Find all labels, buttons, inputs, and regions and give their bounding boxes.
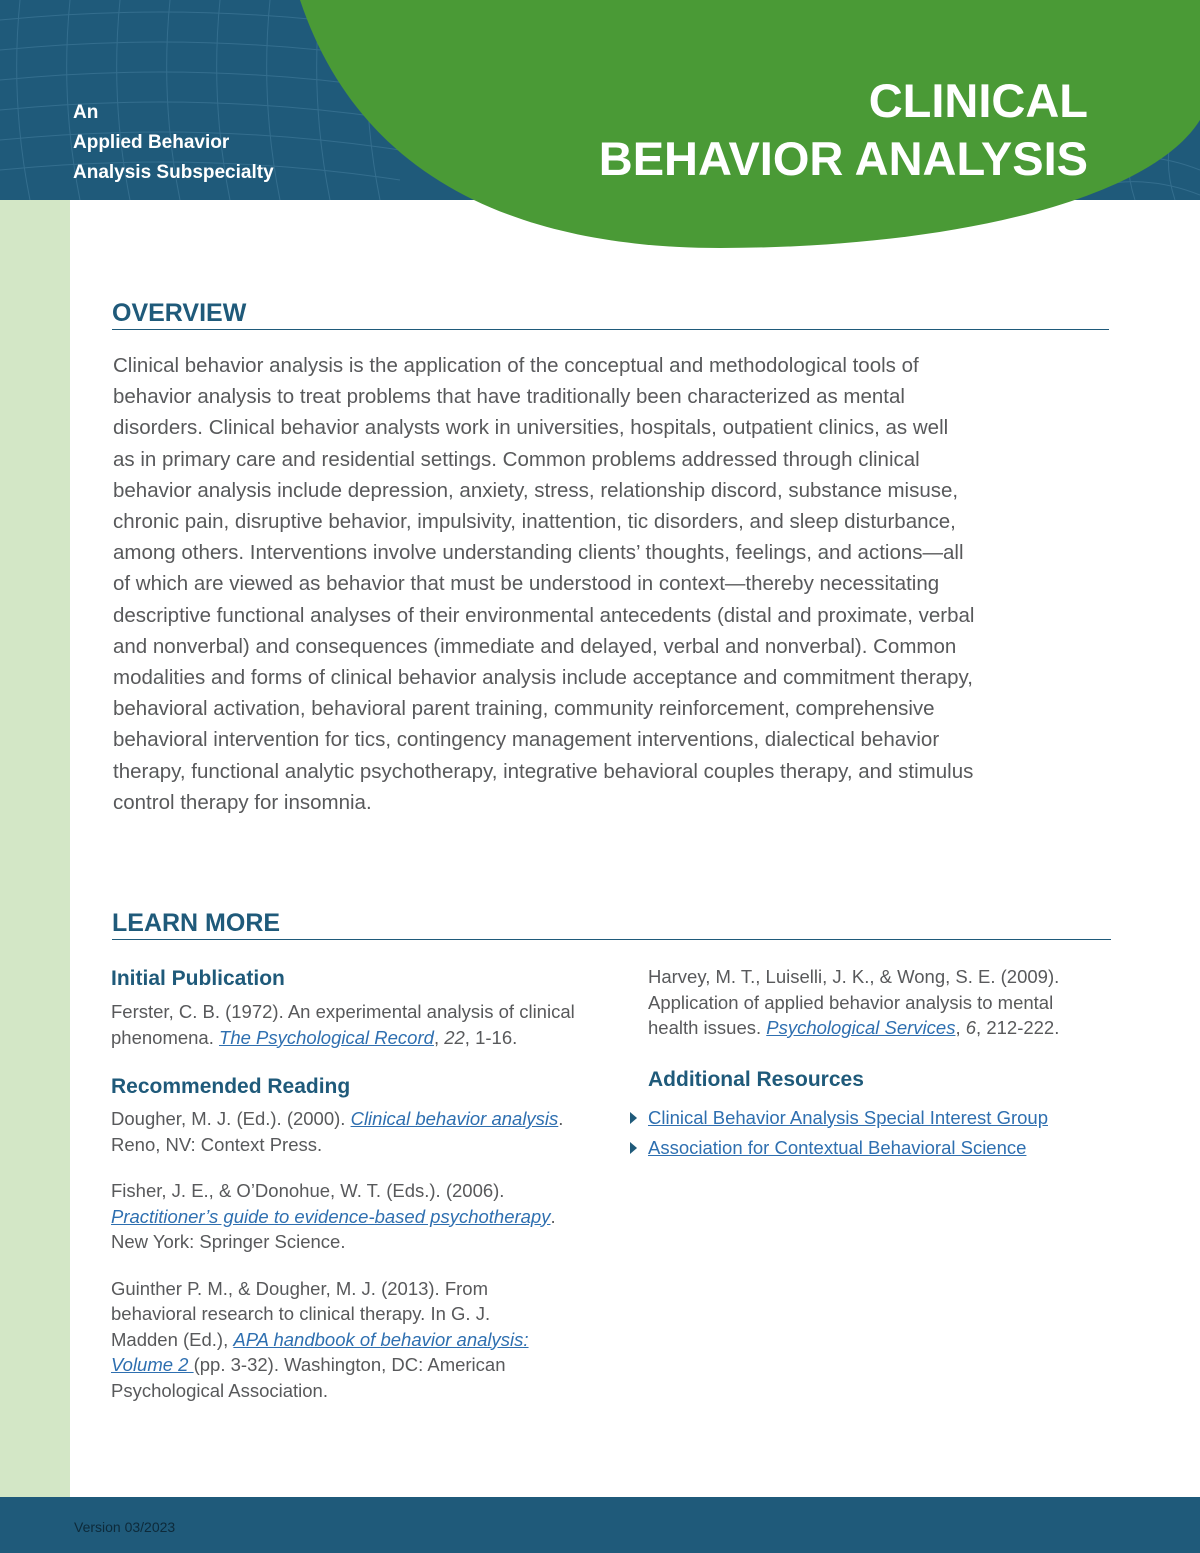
overview-line: control therapy for insomnia. xyxy=(113,790,372,814)
recommended-reading-heading: Recommended Reading xyxy=(111,1075,351,1098)
ref-line: Psychological Association. xyxy=(111,1379,328,1401)
overview-line: among others. Interventions involve understanding clients’ thoughts, feelings, and actions—all xyxy=(113,541,964,565)
ref-text: Madden (Ed.), xyxy=(111,1328,234,1350)
ref-line: Guinther P. M., & Dougher, M. J. (2013). From xyxy=(111,1277,489,1299)
ref-text: phenomena. xyxy=(111,1026,220,1048)
ref-text: , 212-222. xyxy=(976,1017,1060,1038)
resource-item xyxy=(596,1103,1148,1133)
ref-text: . xyxy=(558,1108,564,1129)
subtitle-line-3: Analysis Subspecialty xyxy=(73,162,274,183)
ref-text: . xyxy=(550,1205,556,1227)
title-line-1: CLINICAL xyxy=(868,74,1088,127)
side-stripe xyxy=(0,200,70,1497)
overview-line: behavioral activation, behavioral parent training, community reinforcement, comprehensive xyxy=(113,697,935,721)
version-label: Version 03/2023 xyxy=(74,1519,176,1535)
bullet-triangle-icon xyxy=(630,1112,637,1124)
reference-dougher xyxy=(111,1106,631,1157)
ref-text: , xyxy=(955,1017,966,1038)
overview-line: Clinical behavior analysis is the application of the conceptual and methodological tools of xyxy=(113,354,919,377)
resource-item xyxy=(596,1133,1148,1163)
ref-text: Dougher, M. J. (Ed.). (2000). xyxy=(111,1108,351,1129)
ref-line: behavioral research to clinical therapy. In G. J. xyxy=(111,1303,491,1324)
ref-volume: 6 xyxy=(965,1017,977,1038)
reference-ferster xyxy=(111,999,631,1050)
ref-text: health issues. xyxy=(648,1017,767,1038)
ref-line: New York: Springer Science. xyxy=(111,1231,346,1252)
reference-harvey xyxy=(648,964,1148,1041)
overview-line: disorders. Clinical behavior analysts work in universities, hospitals, outpatient clinics, as well xyxy=(113,416,949,440)
ref-volume: 22 xyxy=(444,1026,465,1048)
page-title xyxy=(599,72,1088,188)
learn-more-right-column xyxy=(648,964,1148,1163)
overview-line: therapy, functional analytic psychotherapy, integrative behavioral couples therapy, and stimulus xyxy=(113,759,974,783)
link-psychological-record[interactable]: The Psychological Record xyxy=(219,1026,434,1048)
link-apa-handbook[interactable]: APA handbook of behavior analysis: xyxy=(233,1328,529,1350)
footer-band xyxy=(0,1497,1200,1553)
ref-line: Harvey, M. T., Luiselli, J. K., & Wong, S. E. (2009). xyxy=(648,966,1060,987)
ref-line: Fisher, J. E., & O’Donohue, W. T. (Eds.). (2006). xyxy=(111,1180,505,1201)
ref-text: , 1-16. xyxy=(464,1026,518,1048)
link-psychological-services[interactable]: Psychological Services xyxy=(766,1017,956,1038)
overview-line: descriptive functional analyses of their environmental antecedents (distal and proximate, verbal xyxy=(113,603,975,627)
resources-list xyxy=(596,1103,1148,1163)
ref-line: Ferster, C. B. (1972). An experimental analysis of clinical xyxy=(111,1001,575,1022)
ref-line xyxy=(111,1352,631,1378)
overview-line: of which are viewed as behavior that must be understood in context—thereby necessitating xyxy=(113,572,940,596)
overview-line: as in primary care and residential settings. Common problems addressed through clinical xyxy=(113,447,920,471)
subtitle-line-1: An xyxy=(73,102,99,123)
overview-heading: OVERVIEW xyxy=(112,299,1109,330)
ref-line xyxy=(111,1327,631,1353)
initial-publication-heading: Initial Publication xyxy=(111,967,285,990)
title-line-2: BEHAVIOR ANALYSIS xyxy=(598,132,1088,185)
bullet-triangle-icon xyxy=(630,1142,637,1154)
overview-line: behavior analysis include depression, anxiety, stress, relationship discord, substance misuse, xyxy=(113,478,959,502)
link-practitioners-guide[interactable]: Practitioner’s guide to evidence-based psychotherapy xyxy=(111,1205,551,1227)
overview-paragraph xyxy=(113,350,1113,818)
link-apa-handbook-volume[interactable]: Volume 2 xyxy=(111,1354,194,1375)
overview-line: chronic pain, disruptive behavior, impulsivity, inattention, tic disorders, and sleep disturbance, xyxy=(113,510,956,534)
ref-line: Application of applied behavior analysis to mental xyxy=(648,991,1054,1013)
reference-fisher xyxy=(111,1178,631,1255)
learn-more-heading: LEARN MORE xyxy=(112,909,1111,940)
reference-guinther xyxy=(111,1276,631,1404)
ref-line xyxy=(111,1204,631,1230)
ref-line xyxy=(111,1025,631,1051)
overview-line: and nonverbal) and consequences (immediate and delayed, verbal and nonverbal). Common xyxy=(113,634,957,658)
learn-more-left-column xyxy=(111,964,631,1403)
ref-line xyxy=(111,1106,631,1132)
subtitle-line-2: Applied Behavior xyxy=(73,132,230,153)
additional-resources-heading: Additional Resources xyxy=(648,1067,864,1091)
ref-line xyxy=(648,1015,1148,1041)
subtitle xyxy=(73,98,274,188)
link-clinical-behavior-analysis[interactable]: Clinical behavior analysis xyxy=(350,1108,559,1129)
ref-text: , xyxy=(433,1026,445,1048)
ref-line: Reno, NV: Context Press. xyxy=(111,1133,323,1155)
overview-line: modalities and forms of clinical behavior analysis include acceptance and commitment therapy, xyxy=(113,666,973,690)
overview-line: behavioral intervention for tics, contingency management interventions, dialectical behavior xyxy=(113,728,940,752)
link-acbs[interactable]: Association for Contextual Behavioral Science xyxy=(648,1136,1027,1158)
ref-text: (pp. 3-32). Washington, DC: American xyxy=(193,1354,506,1375)
overview-line: behavior analysis to treat problems that have traditionally been characterized as mental xyxy=(113,385,905,409)
link-cba-sig[interactable]: Clinical Behavior Analysis Special Interest Group xyxy=(648,1106,1048,1128)
